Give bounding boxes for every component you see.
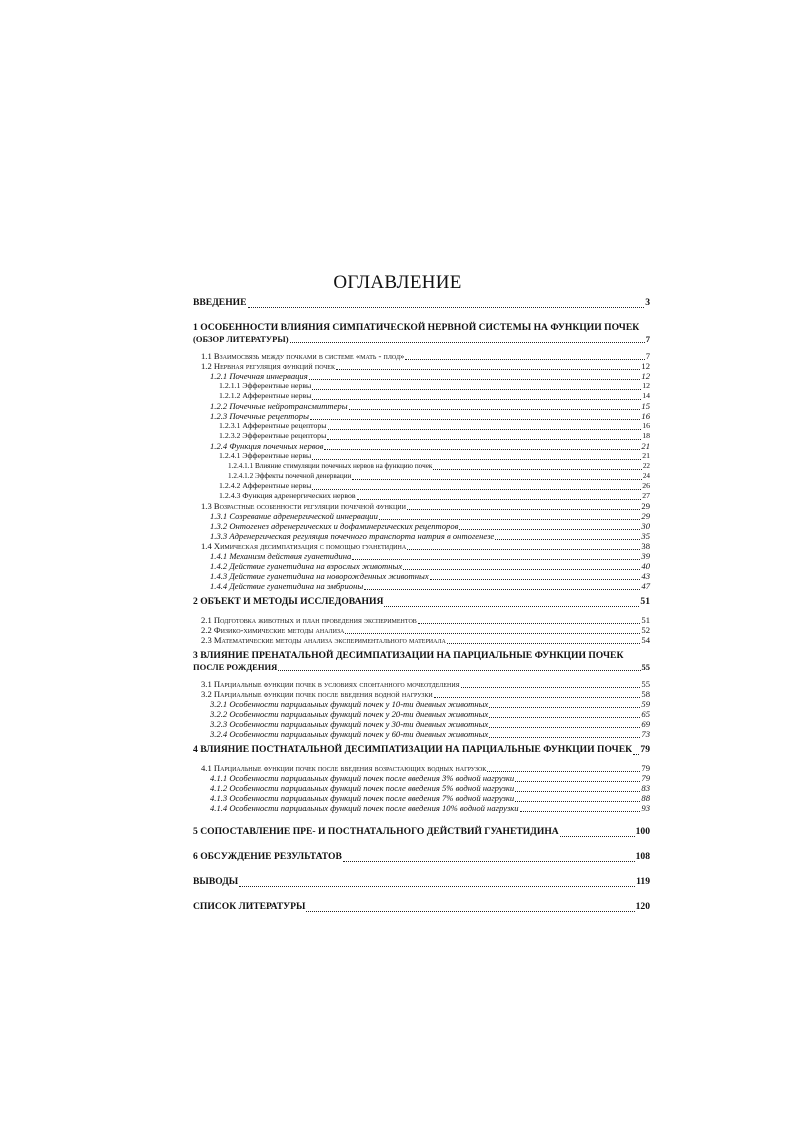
toc-entry-label: ВВЕДЕНИЕ	[193, 297, 247, 308]
toc-entry[interactable]	[193, 793, 650, 803]
dot-leader	[515, 774, 640, 782]
toc-entry-page: 27	[642, 491, 650, 500]
toc-entry-page: 59	[641, 699, 650, 709]
toc-entry[interactable]	[193, 650, 650, 672]
toc-entry-label-cont: (ОБЗОР ЛИТЕРАТУРЫ)	[193, 334, 289, 344]
toc-entry[interactable]	[193, 625, 650, 635]
toc-entry-page: 26	[642, 481, 650, 490]
toc-entry-page: 12	[641, 361, 650, 371]
dot-leader	[349, 402, 641, 410]
toc-entry-label: 1.2.3.1 Афферентные рецепторы	[219, 421, 327, 430]
toc-entry[interactable]	[193, 689, 650, 699]
toc-entry-label: 1.3.3 Адренергическая регуляция почечного транспорта натрия в онтогенезе	[210, 531, 495, 541]
toc-entry-label: 1.4 Химическая десимпатизация с помощью гуанетидина	[201, 541, 407, 551]
toc-entry-label: 3.2.2 Особенности парциальных функций почек у 20-ти дневных животных	[210, 709, 489, 719]
dot-leader	[407, 542, 640, 550]
toc-entry-label: 4.1.4 Особенности парциальных функций почек после введения 10% водной нагрузки	[210, 803, 519, 813]
toc-entry-page: 52	[641, 625, 650, 635]
dot-leader	[447, 636, 641, 644]
toc-entry[interactable]	[193, 876, 650, 888]
toc-entry-page: 15	[641, 401, 650, 411]
toc-entry[interactable]	[193, 851, 650, 863]
toc-entry-label: 6 ОБСУЖДЕНИЕ РЕЗУЛЬТАТОВ	[193, 851, 342, 862]
toc-entry-page: 88	[641, 793, 650, 803]
toc-entry-label: 1.3 Возрастные особенности регуляции почечной функции	[201, 501, 406, 511]
toc-entry-label: 3.1 Парциальные функции почек в условиях спонтанного мочеотделения	[201, 679, 460, 689]
toc-entry[interactable]	[193, 709, 650, 719]
toc-entry-page: 79	[641, 763, 650, 773]
toc-entry-page: 43	[641, 571, 650, 581]
dot-leader	[430, 572, 641, 580]
dot-leader	[312, 452, 641, 460]
toc-entry-label: 1.2.1.1 Эфферентные нервы	[219, 381, 312, 390]
toc-entry-page: 35	[641, 531, 650, 541]
dot-leader	[324, 442, 640, 450]
toc-entry[interactable]	[193, 699, 650, 709]
dot-leader	[306, 904, 634, 912]
dot-leader	[336, 362, 640, 370]
toc-entry-label: 4.1 Парциальные функции почек после введения возрастающих водных нагрузок	[201, 763, 487, 773]
toc-entry[interactable]	[193, 615, 650, 625]
dot-leader	[343, 854, 635, 862]
toc-entry[interactable]	[193, 561, 650, 571]
dot-leader	[489, 730, 640, 738]
table-of-contents	[193, 297, 650, 913]
toc-entry[interactable]	[193, 901, 650, 913]
dot-leader	[278, 663, 640, 671]
toc-entry-label: 4.1.2 Особенности парциальных функций почек после введения 5% водной нагрузки	[210, 783, 515, 793]
toc-entry[interactable]	[193, 531, 650, 541]
toc-entry-label: 1.2.3 Почечные рецепторы	[210, 411, 309, 421]
toc-entry-label: СПИСОК ЛИТЕРАТУРЫ	[193, 901, 306, 912]
toc-entry[interactable]	[193, 461, 650, 471]
toc-entry-label: 4.1.3 Особенности парциальных функций почек после введения 7% водной нагрузки	[210, 793, 515, 803]
toc-entry-label: 3.2.3 Особенности парциальных функций почек у 30-ти дневных животных	[210, 719, 489, 729]
toc-entry-page: 38	[641, 541, 650, 551]
dot-leader	[515, 794, 640, 802]
toc-entry-label: 1.4.1 Механизм действия гуанетидина	[210, 551, 352, 561]
toc-entry-page: 108	[635, 851, 650, 862]
toc-entry[interactable]	[193, 351, 650, 361]
toc-entry[interactable]	[193, 744, 650, 756]
dot-leader	[405, 352, 644, 360]
toc-entry-label: 4 ВЛИЯНИЕ ПОСТНАТАЛЬНОЙ ДЕСИМПАТИЗАЦИИ НА ПАРЦИАЛЬНЫЕ ФУНКЦИИ ПОЧЕК	[193, 744, 633, 755]
toc-entry[interactable]	[193, 596, 650, 608]
toc-entry-page: 7	[645, 351, 650, 361]
toc-entry[interactable]	[193, 411, 650, 421]
dot-leader	[312, 392, 641, 400]
toc-entry-label: 1.2.4.3 Функция адренергических нервов	[219, 491, 356, 500]
toc-entry-label: 1.2.4.1 Эфферентные нервы	[219, 451, 312, 460]
dot-leader	[418, 616, 641, 624]
toc-entry-label: 3.2.4 Особенности парциальных функций почек у 60-ти дневных животных	[210, 729, 489, 739]
toc-entry-page: 29	[641, 511, 650, 521]
toc-entry-label: 2.1 Подготовка животных и план проведения экспериментов	[201, 615, 417, 625]
toc-entry[interactable]	[193, 451, 650, 461]
dot-leader	[239, 879, 635, 887]
toc-entry[interactable]	[193, 773, 650, 783]
toc-entry-page: 65	[641, 709, 650, 719]
toc-entry[interactable]	[193, 803, 650, 813]
toc-entry-label: 1.3.1 Созревание адренергической иннервации	[210, 511, 378, 521]
toc-entry-page: 39	[641, 551, 650, 561]
dot-leader	[328, 422, 642, 430]
dot-leader	[461, 680, 641, 688]
dot-leader	[407, 502, 640, 510]
toc-entry[interactable]	[193, 729, 650, 739]
toc-entry-page: 16	[642, 421, 650, 430]
toc-entry-page: 51	[640, 596, 650, 607]
toc-entry-label: 2.2 Физико-химические методы анализа	[201, 625, 345, 635]
toc-entry-label: 3 ВЛИЯНИЕ ПРЕНАТАЛЬНОЙ ДЕСИМПАТИЗАЦИИ НА ПАРЦИАЛЬНЫЕ ФУНКЦИИ ПОЧЕК	[193, 650, 624, 661]
toc-entry[interactable]	[193, 421, 650, 431]
toc-entry-page: 18	[642, 431, 650, 440]
dot-leader	[379, 512, 641, 520]
dot-leader	[403, 562, 640, 570]
toc-entry-page: 120	[635, 901, 650, 912]
dot-leader	[312, 482, 641, 490]
toc-entry-label: 2.3 Математические методы анализа экспериментального материала	[201, 635, 446, 645]
toc-entry[interactable]	[193, 635, 650, 645]
toc-entry-page: 3	[645, 297, 650, 308]
toc-entry[interactable]	[193, 322, 650, 344]
toc-entry[interactable]	[193, 491, 650, 501]
toc-entry[interactable]	[193, 763, 650, 773]
toc-entry-label: 1 ОСОБЕННОСТИ ВЛИЯНИЯ СИМПАТИЧЕСКОЙ НЕРВНОЙ СИСТЕМЫ НА ФУНКЦИИ ПОЧЕК	[193, 322, 640, 333]
toc-entry[interactable]	[193, 521, 650, 531]
toc-entry-label: 1.2.3.2 Эфферентные рецепторы	[219, 431, 327, 440]
toc-entry-page: 22	[642, 462, 650, 470]
dot-leader	[310, 412, 640, 420]
toc-entry-label: 1.2.4.1.1 Влияние стимуляции почечных нервов на функцию почек	[228, 462, 433, 470]
toc-entry[interactable]	[193, 391, 650, 401]
toc-entry-label: 4.1.1 Особенности парциальных функций почек после введения 3% водной нагрузки	[210, 773, 515, 783]
dot-leader	[345, 626, 640, 634]
dot-leader	[327, 432, 641, 440]
toc-entry[interactable]	[193, 501, 650, 511]
toc-entry[interactable]	[193, 441, 650, 451]
toc-entry[interactable]	[193, 581, 650, 591]
toc-entry[interactable]	[193, 361, 650, 371]
toc-entry[interactable]	[193, 511, 650, 521]
toc-entry-label: 3.2.1 Особенности парциальных функций почек у 10-ти дневных животных	[210, 699, 489, 709]
toc-entry-label: 3.2 Парциальные функции почек после введения водной нагрузки	[201, 689, 433, 699]
dot-leader	[489, 720, 640, 728]
dot-leader	[433, 462, 641, 470]
dot-leader	[489, 700, 640, 708]
toc-entry-page: 24	[642, 472, 650, 480]
page-title: ОГЛАВЛЕНИЕ	[333, 272, 462, 293]
toc-entry[interactable]	[193, 401, 650, 411]
toc-entry[interactable]	[193, 431, 650, 441]
toc-entry-page: 16	[641, 411, 650, 421]
toc-entry-page: 47	[641, 581, 650, 591]
toc-entry-label: 1.1 Взаимосвязь между почками в системе «мать - плод»	[201, 351, 405, 361]
toc-entry-label: 1.4.3 Действие гуанетидина на новорожденных животных	[210, 571, 429, 581]
dot-leader	[515, 784, 640, 792]
toc-entry[interactable]	[193, 481, 650, 491]
dot-leader	[309, 372, 641, 380]
toc-entry-page: 29	[641, 501, 650, 511]
toc-entry[interactable]	[193, 783, 650, 793]
dot-leader	[459, 522, 640, 530]
toc-entry-page: 55	[641, 679, 650, 689]
toc-entry-page: 73	[641, 729, 650, 739]
dot-leader	[352, 472, 641, 480]
dot-leader	[364, 582, 640, 590]
dot-leader	[248, 300, 645, 308]
toc-entry-page: 14	[642, 391, 650, 400]
toc-entry-page: 119	[636, 876, 650, 887]
toc-entry[interactable]	[193, 719, 650, 729]
toc-entry-label: 1.2.2 Почечные нейротрансмиттеры	[210, 401, 348, 411]
toc-entry-page: 55	[641, 662, 650, 672]
toc-entry[interactable]	[193, 471, 650, 481]
dot-leader	[495, 532, 640, 540]
toc-entry-page: 40	[641, 561, 650, 571]
dot-leader	[487, 764, 640, 772]
toc-entry-label: 1.3.2 Онтогенез адренергических и дофаминергических рецепторов	[210, 521, 459, 531]
toc-entry[interactable]	[193, 297, 650, 309]
toc-entry-label: 5 СОПОСТАВЛЕНИЕ ПРЕ- И ПОСТНАТАЛЬНОГО ДЕЙСТВИЙ ГУАНЕТИДИНА	[193, 826, 559, 837]
toc-entry-label: 1.2 Нервная регуляция функций почек	[201, 361, 335, 371]
toc-entry[interactable]	[193, 381, 650, 391]
toc-entry-page: 30	[641, 521, 650, 531]
dot-leader	[384, 599, 639, 607]
toc-entry[interactable]	[193, 371, 650, 381]
dot-leader	[633, 747, 639, 755]
toc-entry-label: ВЫВОДЫ	[193, 876, 239, 887]
toc-entry-label: 1.2.1 Почечная иннервация	[210, 371, 308, 381]
toc-entry-page: 21	[642, 451, 650, 460]
dot-leader	[434, 690, 641, 698]
toc-entry-label: 1.2.1.2 Афферентные нервы	[219, 391, 312, 400]
toc-entry[interactable]	[193, 541, 650, 551]
dot-leader	[290, 335, 645, 343]
toc-entry-page: 12	[642, 381, 650, 390]
toc-entry[interactable]	[193, 826, 650, 838]
toc-entry-page: 83	[641, 783, 650, 793]
toc-entry[interactable]	[193, 571, 650, 581]
toc-entry-page: 51	[641, 615, 650, 625]
toc-entry-page: 79	[641, 773, 650, 783]
dot-leader	[560, 829, 635, 837]
toc-entry-page: 54	[641, 635, 650, 645]
toc-entry-page: 7	[645, 334, 650, 344]
toc-entry-label: 1.4.4 Действие гуанетидина на эмбрионы	[210, 581, 364, 591]
toc-entry-label: 1.2.4 Функция почечных нервов	[210, 441, 324, 451]
toc-entry[interactable]	[193, 551, 650, 561]
toc-entry-page: 12	[641, 371, 650, 381]
toc-entry[interactable]	[193, 679, 650, 689]
toc-entry-label: 1.2.4.1.2 Эффекты почечной денервации	[228, 472, 352, 480]
toc-entry-label: 1.2.4.2 Афферентные нервы	[219, 481, 312, 490]
toc-entry-page: 100	[635, 826, 650, 837]
toc-entry-label: 2 ОБЪЕКТ И МЕТОДЫ ИССЛЕДОВАНИЯ	[193, 596, 384, 607]
toc-entry-page: 69	[641, 719, 650, 729]
toc-entry-page: 21	[641, 441, 650, 451]
dot-leader	[520, 804, 641, 812]
toc-entry-page: 93	[641, 803, 650, 813]
dot-leader	[357, 492, 642, 500]
toc-entry-label: 1.4.2 Действие гуанетидина на взрослых животных	[210, 561, 403, 571]
dot-leader	[489, 710, 640, 718]
toc-entry-label-cont: ПОСЛЕ РОЖДЕНИЯ	[193, 662, 278, 672]
toc-entry-page: 79	[640, 744, 650, 755]
toc-entry-page: 58	[641, 689, 650, 699]
dot-leader	[312, 382, 641, 390]
dot-leader	[352, 552, 640, 560]
